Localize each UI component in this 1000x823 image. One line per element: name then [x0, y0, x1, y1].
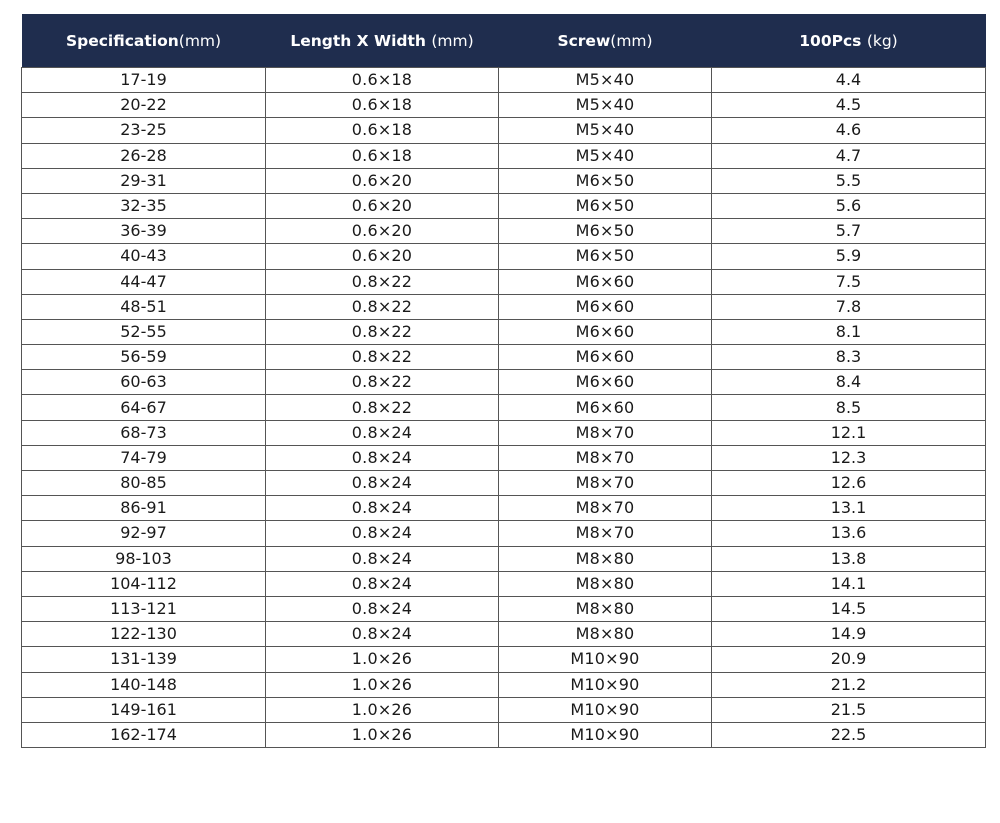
cell-specification: 80-85 [22, 471, 266, 496]
cell-weight: 21.2 [712, 672, 986, 697]
cell-screw: M6×60 [499, 294, 712, 319]
table-row [22, 294, 986, 319]
header-row [22, 14, 986, 68]
cell-specification: 149-161 [22, 697, 266, 722]
cell-screw: M6×60 [499, 345, 712, 370]
cell-specification: 60-63 [22, 370, 266, 395]
table-row [22, 395, 986, 420]
header-label: Length X Width [290, 31, 426, 50]
cell-weight: 5.5 [712, 168, 986, 193]
cell-specification: 26-28 [22, 143, 266, 168]
cell-weight: 13.1 [712, 496, 986, 521]
table-row [22, 622, 986, 647]
cell-length-width: 0.8×24 [266, 445, 499, 470]
cell-length-width: 0.6×18 [266, 118, 499, 143]
cell-screw: M8×70 [499, 420, 712, 445]
cell-length-width: 0.8×22 [266, 319, 499, 344]
cell-screw: M5×40 [499, 118, 712, 143]
cell-screw: M8×70 [499, 496, 712, 521]
cell-length-width: 0.8×24 [266, 622, 499, 647]
cell-specification: 32-35 [22, 193, 266, 218]
table-row [22, 672, 986, 697]
cell-weight: 4.7 [712, 143, 986, 168]
cell-specification: 40-43 [22, 244, 266, 269]
cell-weight: 4.5 [712, 93, 986, 118]
header-label: Specification [65, 31, 179, 50]
cell-length-width: 0.8×22 [266, 294, 499, 319]
table-row [22, 571, 986, 596]
cell-length-width: 1.0×26 [266, 722, 499, 747]
cell-length-width: 1.0×26 [266, 647, 499, 672]
table-row [22, 143, 986, 168]
cell-specification: 20-22 [22, 93, 266, 118]
cell-specification: 68-73 [22, 420, 266, 445]
cell-screw: M6×60 [499, 269, 712, 294]
cell-length-width: 0.6×20 [266, 244, 499, 269]
table-row [22, 345, 986, 370]
specification-table [21, 14, 986, 748]
cell-specification: 44-47 [22, 269, 266, 294]
cell-length-width: 0.6×18 [266, 68, 499, 93]
cell-weight: 7.8 [712, 294, 986, 319]
cell-weight: 13.6 [712, 521, 986, 546]
table-row [22, 370, 986, 395]
header-unit: (mm) [178, 31, 222, 50]
table-row [22, 521, 986, 546]
header-unit: (mm) [431, 31, 474, 50]
cell-specification: 17-19 [22, 68, 266, 93]
cell-screw: M10×90 [499, 722, 712, 747]
cell-length-width: 0.8×22 [266, 269, 499, 294]
cell-weight: 21.5 [712, 697, 986, 722]
cell-specification: 29-31 [22, 168, 266, 193]
table-row [22, 471, 986, 496]
header-label: 100Pcs [799, 31, 862, 50]
cell-length-width: 0.6×18 [266, 93, 499, 118]
cell-screw: M8×80 [499, 571, 712, 596]
cell-weight: 8.4 [712, 370, 986, 395]
cell-length-width: 0.6×18 [266, 143, 499, 168]
cell-specification: 113-121 [22, 596, 266, 621]
cell-specification: 64-67 [22, 395, 266, 420]
cell-specification: 56-59 [22, 345, 266, 370]
cell-length-width: 0.6×20 [266, 219, 499, 244]
cell-specification: 140-148 [22, 672, 266, 697]
cell-specification: 98-103 [22, 546, 266, 571]
cell-specification: 122-130 [22, 622, 266, 647]
cell-weight: 22.5 [712, 722, 986, 747]
table-row [22, 496, 986, 521]
table-row [22, 546, 986, 571]
cell-length-width: 0.8×22 [266, 370, 499, 395]
table-row [22, 420, 986, 445]
cell-specification: 36-39 [22, 219, 266, 244]
cell-specification: 104-112 [22, 571, 266, 596]
cell-screw: M10×90 [499, 672, 712, 697]
table-body [22, 68, 986, 748]
cell-screw: M5×40 [499, 93, 712, 118]
cell-specification: 92-97 [22, 521, 266, 546]
cell-length-width: 1.0×26 [266, 672, 499, 697]
cell-length-width: 0.8×24 [266, 546, 499, 571]
cell-screw: M5×40 [499, 143, 712, 168]
cell-screw: M6×60 [499, 395, 712, 420]
cell-weight: 5.9 [712, 244, 986, 269]
cell-specification: 23-25 [22, 118, 266, 143]
table-row [22, 244, 986, 269]
cell-length-width: 0.6×20 [266, 168, 499, 193]
cell-length-width: 0.8×24 [266, 596, 499, 621]
cell-screw: M5×40 [499, 68, 712, 93]
cell-weight: 4.6 [712, 118, 986, 143]
cell-screw: M8×70 [499, 521, 712, 546]
cell-length-width: 0.6×20 [266, 193, 499, 218]
header-weight [712, 14, 986, 68]
table-row [22, 118, 986, 143]
table-row [22, 319, 986, 344]
cell-weight: 14.5 [712, 596, 986, 621]
cell-length-width: 0.8×24 [266, 471, 499, 496]
table-row [22, 722, 986, 747]
table-row [22, 193, 986, 218]
table-row [22, 93, 986, 118]
header-length-width [266, 14, 499, 68]
cell-specification: 52-55 [22, 319, 266, 344]
table-header [22, 14, 986, 68]
cell-screw: M8×80 [499, 546, 712, 571]
cell-specification: 86-91 [22, 496, 266, 521]
cell-screw: M6×60 [499, 370, 712, 395]
cell-length-width: 0.8×24 [266, 420, 499, 445]
cell-screw: M8×70 [499, 471, 712, 496]
header-screw [499, 14, 712, 68]
cell-specification: 162-174 [22, 722, 266, 747]
cell-screw: M6×50 [499, 168, 712, 193]
cell-length-width: 0.8×22 [266, 395, 499, 420]
cell-weight: 8.5 [712, 395, 986, 420]
table-row [22, 596, 986, 621]
cell-screw: M10×90 [499, 697, 712, 722]
header-unit: (mm) [610, 31, 653, 50]
cell-weight: 5.6 [712, 193, 986, 218]
cell-weight: 5.7 [712, 219, 986, 244]
cell-specification: 74-79 [22, 445, 266, 470]
table-row [22, 269, 986, 294]
cell-weight: 12.1 [712, 420, 986, 445]
table-row [22, 168, 986, 193]
cell-weight: 7.5 [712, 269, 986, 294]
table-row [22, 68, 986, 93]
cell-specification: 48-51 [22, 294, 266, 319]
cell-screw: M6×50 [499, 193, 712, 218]
cell-screw: M8×80 [499, 596, 712, 621]
cell-weight: 13.8 [712, 546, 986, 571]
cell-weight: 4.4 [712, 68, 986, 93]
cell-weight: 12.6 [712, 471, 986, 496]
table-row [22, 219, 986, 244]
cell-length-width: 0.8×24 [266, 496, 499, 521]
cell-screw: M10×90 [499, 647, 712, 672]
cell-weight: 14.9 [712, 622, 986, 647]
cell-screw: M6×60 [499, 319, 712, 344]
table-row [22, 697, 986, 722]
cell-weight: 8.1 [712, 319, 986, 344]
cell-weight: 14.1 [712, 571, 986, 596]
cell-screw: M8×80 [499, 622, 712, 647]
cell-screw: M8×70 [499, 445, 712, 470]
table-row [22, 647, 986, 672]
cell-specification: 131-139 [22, 647, 266, 672]
cell-weight: 20.9 [712, 647, 986, 672]
header-unit: (kg) [866, 31, 898, 50]
cell-length-width: 1.0×26 [266, 697, 499, 722]
cell-weight: 8.3 [712, 345, 986, 370]
cell-screw: M6×50 [499, 219, 712, 244]
table-row [22, 445, 986, 470]
cell-length-width: 0.8×22 [266, 345, 499, 370]
cell-length-width: 0.8×24 [266, 521, 499, 546]
header-specification [22, 14, 266, 68]
cell-screw: M6×50 [499, 244, 712, 269]
header-label: Screw [557, 31, 611, 50]
cell-weight: 12.3 [712, 445, 986, 470]
cell-length-width: 0.8×24 [266, 571, 499, 596]
